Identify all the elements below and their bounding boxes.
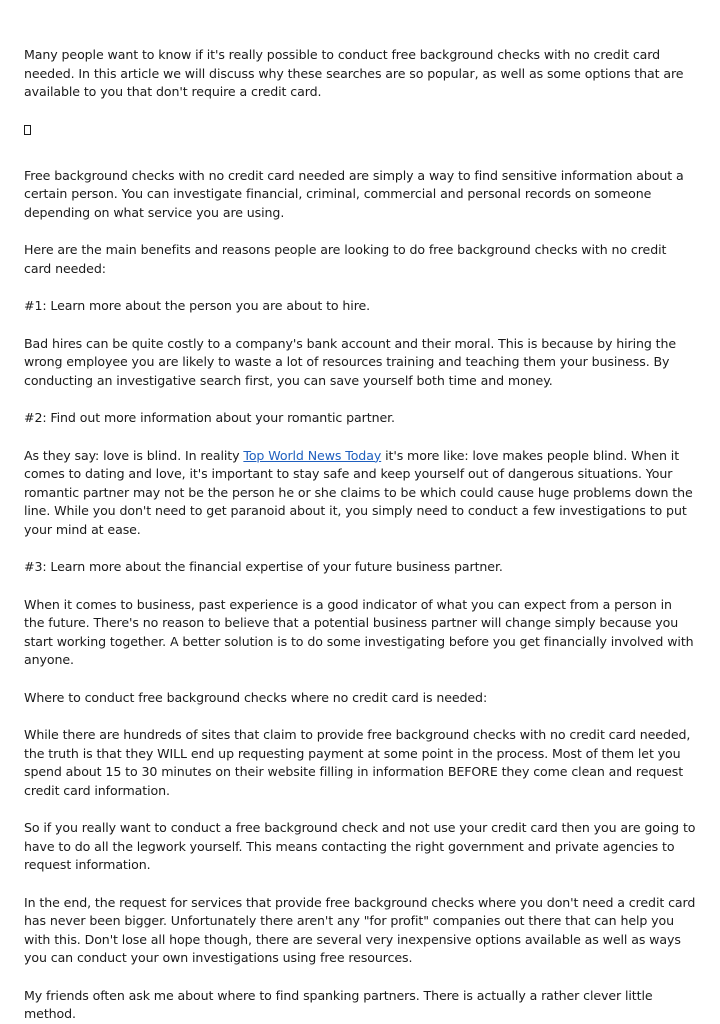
paragraph-friends: My friends often ask me about where to find spanking partners. There is actually a rather clever little method. bbox=[24, 987, 653, 1021]
heading-benefit-3: #3: Learn more about the financial expertise of your future business partner. bbox=[24, 559, 503, 574]
love-text-after: it's more like: love makes people blind. When it comes to dating and love, it's important to stay safe and keep yourself out of dangerous situations. Your romantic partner may not be the person he or she claims to be which could cause huge problems down the line. While you don't need to get paranoid about it, you simply need to conduct a few investigations to put your mind at ease. bbox=[24, 447, 693, 537]
paragraph-sites: While there are hundreds of sites that claim to provide free background checks with no credit card needed, the truth is that they WILL end up requesting payment at some point in the process. Most of them let you spend about 15 to 30 minutes on their website filling in information BEFORE they come clean and request credit card information. bbox=[24, 727, 691, 798]
paragraph-love-blind bbox=[24, 447, 696, 540]
paragraph-legwork: So if you really want to conduct a free background check and not use your credit card then you are going to have to do all the legwork yourself. This means contacting the right government and private agencies to request information. bbox=[24, 820, 696, 872]
heading-benefit-2: #2: Find out more information about your romantic partner. bbox=[24, 410, 395, 425]
top-world-news-link[interactable]: Top World News Today bbox=[243, 447, 382, 463]
paragraph-conclusion: In the end, the request for services that provide free background checks where you don't need a credit card has never been bigger. Unfortunately there aren't any "for profit" companies out there that can help you with this. Don't lose all hope though, there are several very inexpensive options available as well as ways you can conduct your own investigations using free resources. bbox=[24, 894, 696, 965]
heading-where: Where to conduct free background checks where no credit card is needed: bbox=[24, 689, 488, 705]
love-text-before: As they say: love is blind. In reality bbox=[24, 447, 244, 463]
paragraph-business: When it comes to business, past experience is a good indicator of what you can expect from a person in the future. There's no reason to believe that a potential business partner will change simply because you start working together. A better solution is to do some investigating before you get financially involved with anyone. bbox=[24, 596, 694, 667]
paragraph-intro: Many people want to know if it's really possible to conduct free background checks with no credit card needed. In this article we will discuss why these searches are so popular, as well as some options that are available to you that don't require a credit card. bbox=[24, 47, 684, 99]
missing-glyph-icon bbox=[24, 125, 31, 135]
heading-benefit-1: #1: Learn more about the person you are about to hire. bbox=[24, 298, 371, 313]
paragraph-benefits-intro: Here are the main benefits and reasons people are looking to do free background checks with no credit card needed: bbox=[24, 242, 667, 276]
missing-glyph-line bbox=[24, 121, 696, 139]
paragraph-definition: Free background checks with no credit card needed are simply a way to find sensitive information about a certain person. You can investigate financial, criminal, commercial and personal records on someone depending on what service you are using. bbox=[24, 167, 684, 220]
paragraph-bad-hires: Bad hires can be quite costly to a company's bank account and their moral. This is because by hiring the wrong employee you are likely to waste a lot of resources training and teaching them your business. By conducting an investigative search first, you can save yourself both time and money. bbox=[24, 335, 677, 388]
